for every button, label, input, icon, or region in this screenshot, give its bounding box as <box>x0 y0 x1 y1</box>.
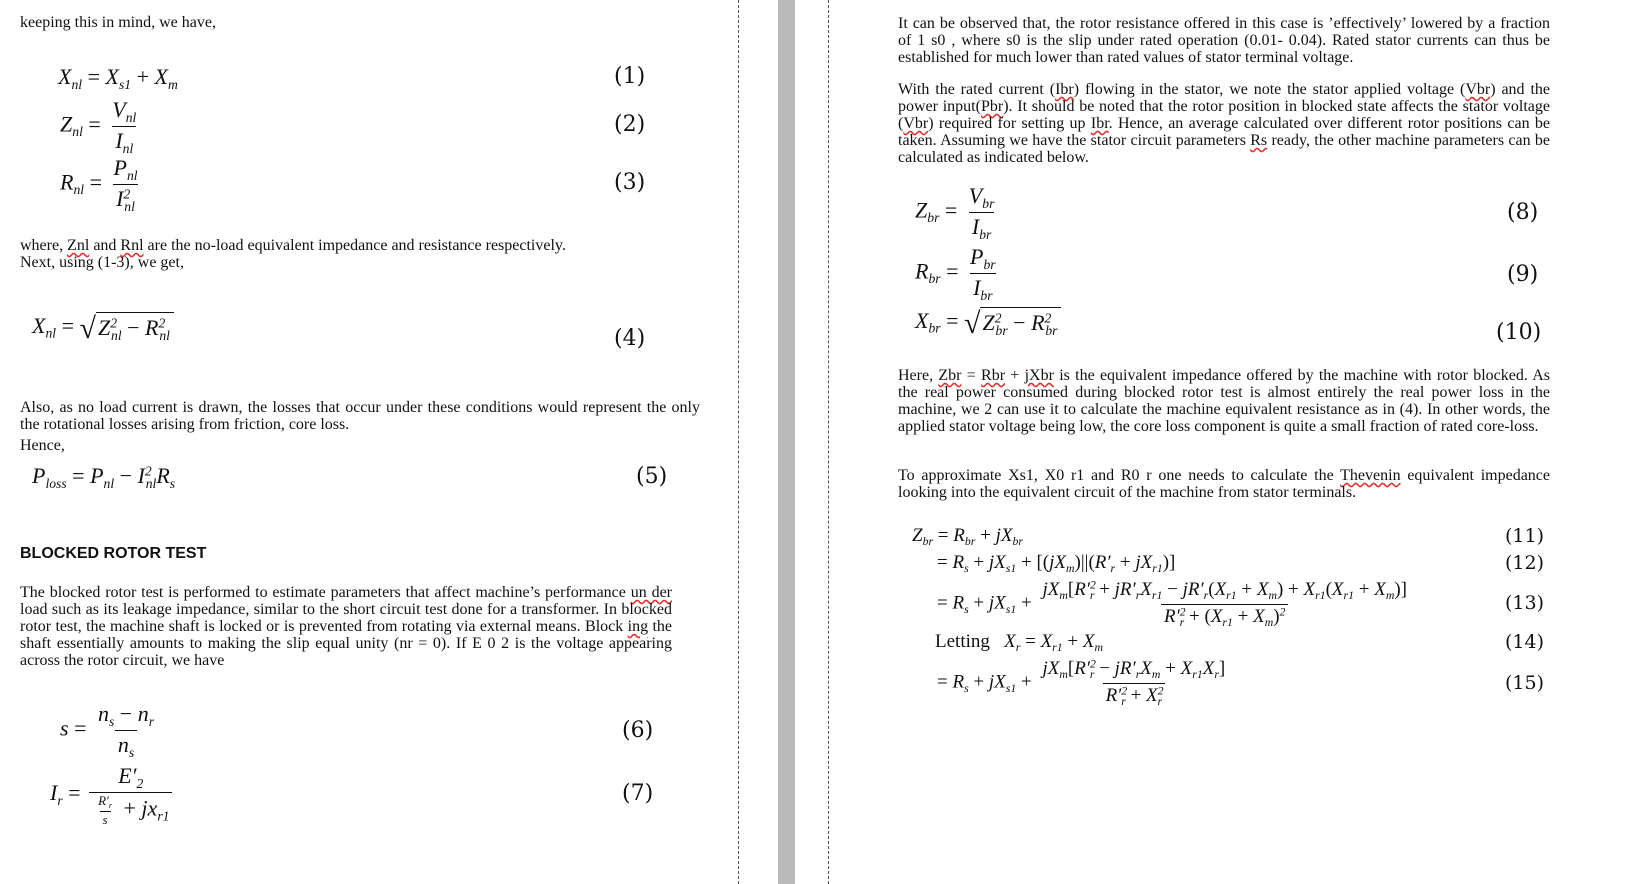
left-page-margin-line <box>738 0 739 884</box>
equation-11: $Z_{br} = R_{br} + jX_{br}$ <box>912 525 1023 549</box>
equation-number-14: (14) <box>1505 631 1545 653</box>
equation-number-2: (2) <box>614 112 646 137</box>
equation-1: $X_{nl} = X_{s1} + X_m$ <box>58 64 178 92</box>
equivalent-impedance-paragraph: Here, Zbr = Rbr + jXbr is the equivalent impedance offered by the machine with rotor blocked. As the real power consumed during blocked rotor test is almost entirely the real power loss in the machine, we 2 can use it to calculate the machine equivalent resistance as in (4). In other words, the applied stator voltage being low, the core loss component is quite a small fraction of rated core-loss. <box>898 367 1550 435</box>
intro-text: keeping this in mind, we have, <box>20 14 216 31</box>
equation-13: = $R_s + jX_{s1}$ + $\frac{jX_m[R'^2_r + jR'_rX_{r1} - jR'_r(X_{r1} + X_m) + X_{r1}(X_{r1} + X_m)]}{R'^2_r + (X_{r1} + X_m)^2}$ <box>937 578 1407 629</box>
thevenin-paragraph: To approximate Xs1, X0 r1 and R0 r one needs to calculate the Thevenin equivalent impedance looking into the equivalent circuit of the machine from stator terminals. <box>898 467 1551 501</box>
equation-number-10: (10) <box>1496 320 1542 345</box>
equation-2: $Z_{nl}$ = $\frac{V_{nl}}{I_{nl}}$ <box>60 97 137 156</box>
rated-current-paragraph: With the rated current (Ibr) flowing in the stator, we note the stator applied voltage (Vbr) and the power input(Pbr). It should be noted that the rotor position in blocked state affects the stator voltage (Vbr) required for setting up Ibr. Hence, an average calculated over different rotor positions can be taken. Assuming we have the stator circuit parameters Rs ready, the other machine parameters can be calculated as indicated below. <box>898 81 1551 166</box>
letting-label: Letting <box>935 631 990 652</box>
equation-number-8: (8) <box>1507 200 1539 225</box>
equation-number-12: (12) <box>1505 552 1545 574</box>
equation-number-13: (13) <box>1505 592 1545 614</box>
equation-number-11: (11) <box>1505 525 1545 547</box>
where-text: where, Znl and Rnl are the no-load equivalent impedance and resistance respectively. Next, using (1-3), we get, <box>20 237 566 271</box>
equation-number-5: (5) <box>636 464 668 489</box>
equation-15: = $R_s + jX_{s1}$ + $\frac{jX_m[R'^2_r - jR'_rX_m + X_{r1}X_r]}{R'^2_r + X^2_r}$ <box>937 657 1226 708</box>
equation-number-3: (3) <box>614 170 646 195</box>
equation-9: $R_{br}$ = $\frac{P_{br}}{I_{br}}$ <box>915 244 996 303</box>
equation-number-1: (1) <box>614 64 646 89</box>
equation-3: $R_{nl}$ = $\frac{P_{nl}}{I^2_{nl}}$ <box>60 155 138 214</box>
page-gutter <box>778 0 795 884</box>
rotor-resistance-paragraph: It can be observed that, the rotor resistance offered in this case is ’effectively’ lowered by a fraction of 1 s0 , where s0 is the slip under rated operation (0.01- 0.04). Rated stator currents can thus be established for much lower than rated values of stator terminal voltage. <box>898 15 1550 66</box>
equation-10: $X_{br}$ = √ $Z^2_{br} - R^2_{br}$ <box>915 307 1061 339</box>
equation-5: $P_{loss} = P_{nl} - I^2_{nl}R_s$ <box>32 463 176 491</box>
equation-number-9: (9) <box>1507 262 1539 287</box>
equation-number-6: (6) <box>622 718 654 743</box>
equation-7: $I_r$ = $E'_2$ $\frac{R'_r}{s}$ + $jx_{r1}$ <box>50 762 175 828</box>
equation-number-15: (15) <box>1505 672 1545 694</box>
right-page-margin-line <box>828 0 829 884</box>
hence-text: Hence, <box>20 437 65 454</box>
equation-14: Letting $X_r = X_{r1} + X_m$ <box>935 631 1103 655</box>
equation-4: $X_{nl}$ = √ $Z^2_{nl} - R^2_{nl}$ <box>32 312 174 344</box>
equation-12: = $R_s + jX_{s1} + [(jX_m)||(R'_r + jX_{r1})]$ <box>937 552 1176 576</box>
blocked-rotor-paragraph: The blocked rotor test is performed to estimate parameters that affect machine’s performance un der load such as its leakage impedance, similar to the short circuit test done for a transformer. In blocked rotor test, the machine shaft is locked or is prevented from rotating via external means. Block ing the shaft essentially amounts to making the slip equal unity (nr = 0). If E 0 2 is the voltage appearing across the rotor circuit, we have <box>20 584 673 669</box>
equation-6: s = $\frac{n_s - n_r}{n_s}$ <box>60 701 155 760</box>
equation-number-7: (7) <box>622 781 654 806</box>
also-paragraph: Also, as no load current is drawn, the losses that occur under these conditions would represent the only the rotational losses arising from friction, core loss. <box>20 399 700 433</box>
equation-8: $Z_{br}$ = $\frac{V_{br}}{I_{br}}$ <box>915 183 995 242</box>
equation-number-4: (4) <box>614 326 646 351</box>
section-heading: BLOCKED ROTOR TEST <box>20 545 207 562</box>
